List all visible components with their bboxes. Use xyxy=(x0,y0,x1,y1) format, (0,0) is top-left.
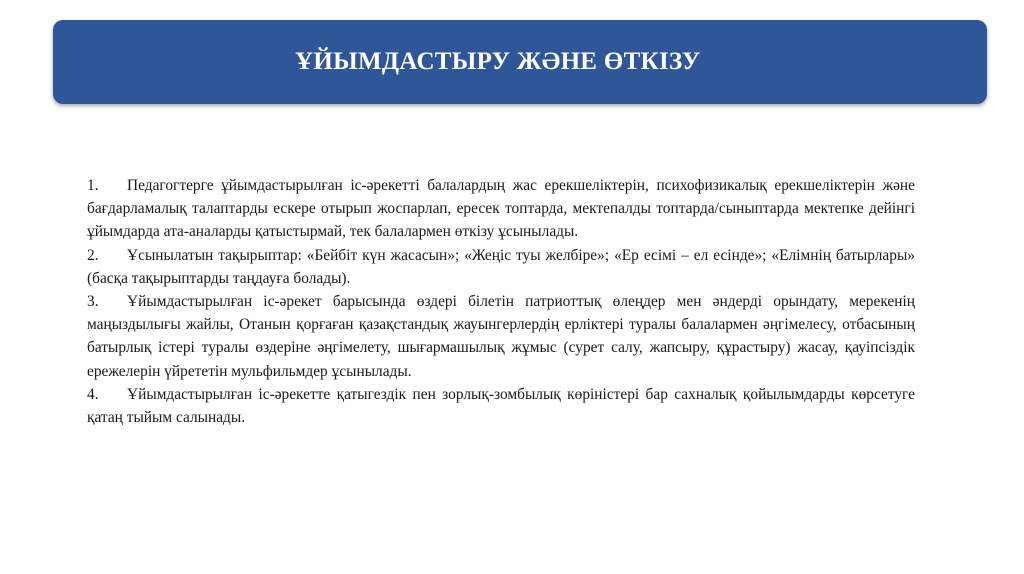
list-item-number: 2. xyxy=(87,246,99,264)
list-item-text: Педагогтерге ұйымдастырылған іс-әрекетті балалардың жас ерекшеліктерін, психофизикалық ерекшеліктерін және бағдарламалық талаптарды ескере отырып жоспарлап, ересек топтарда, мектепалды топтарда/сыныптарда мектепке дейінгі ұйымдарда ата-аналарды қатыстырмай, тек балалармен өткізу ұсынылады. xyxy=(87,177,915,241)
list-item-number: 4. xyxy=(87,385,99,403)
slide-title: ҰЙЫМДАСТЫРУ ЖӘНЕ ӨТКІЗУ xyxy=(295,48,701,75)
list-item-text: Ұйымдастырылған іс-әрекет барысында өздері білетін патриоттық өлеңдер мен әндерді орындату, мерекенің маңыздылығы жайлы, Отанын қорғаған қазақстандық жауынгерлердің ерліктері туралы балалармен әңгімелесу, отбасының батырлық істері туралы өздеріне әңгімелету, шығармашылық жұмыс (сурет салу, жапсыру, құрастыру) жасау, қауіпсіздік ережелерін үйрететін мульфильмдер ұсынылады. xyxy=(87,293,915,380)
list-item-number: 1. xyxy=(87,177,99,194)
list-item-4 xyxy=(87,383,915,429)
title-banner xyxy=(53,20,987,104)
content-body xyxy=(87,174,915,429)
list-item-3 xyxy=(87,290,915,383)
list-item-number: 3. xyxy=(87,293,99,311)
list-item-2 xyxy=(87,244,915,290)
list-item-text: Ұсынылатын тақырыптар: «Бейбіт күн жасасын»; «Жеңіс туы желбіре»; «Ер есімі – ел есінде»; «Елімнің батырлары» (басқа тақырыптарды таңдауға болады). xyxy=(87,246,915,287)
list-item-text: Ұйымдастырылған іс-әрекетте қатыгездік пен зорлық-зомбылық көріністері бар сахналық қойылымдарды көрсетуге қатаң тыйым салынады. xyxy=(87,385,915,427)
list-item-1 xyxy=(87,174,915,244)
